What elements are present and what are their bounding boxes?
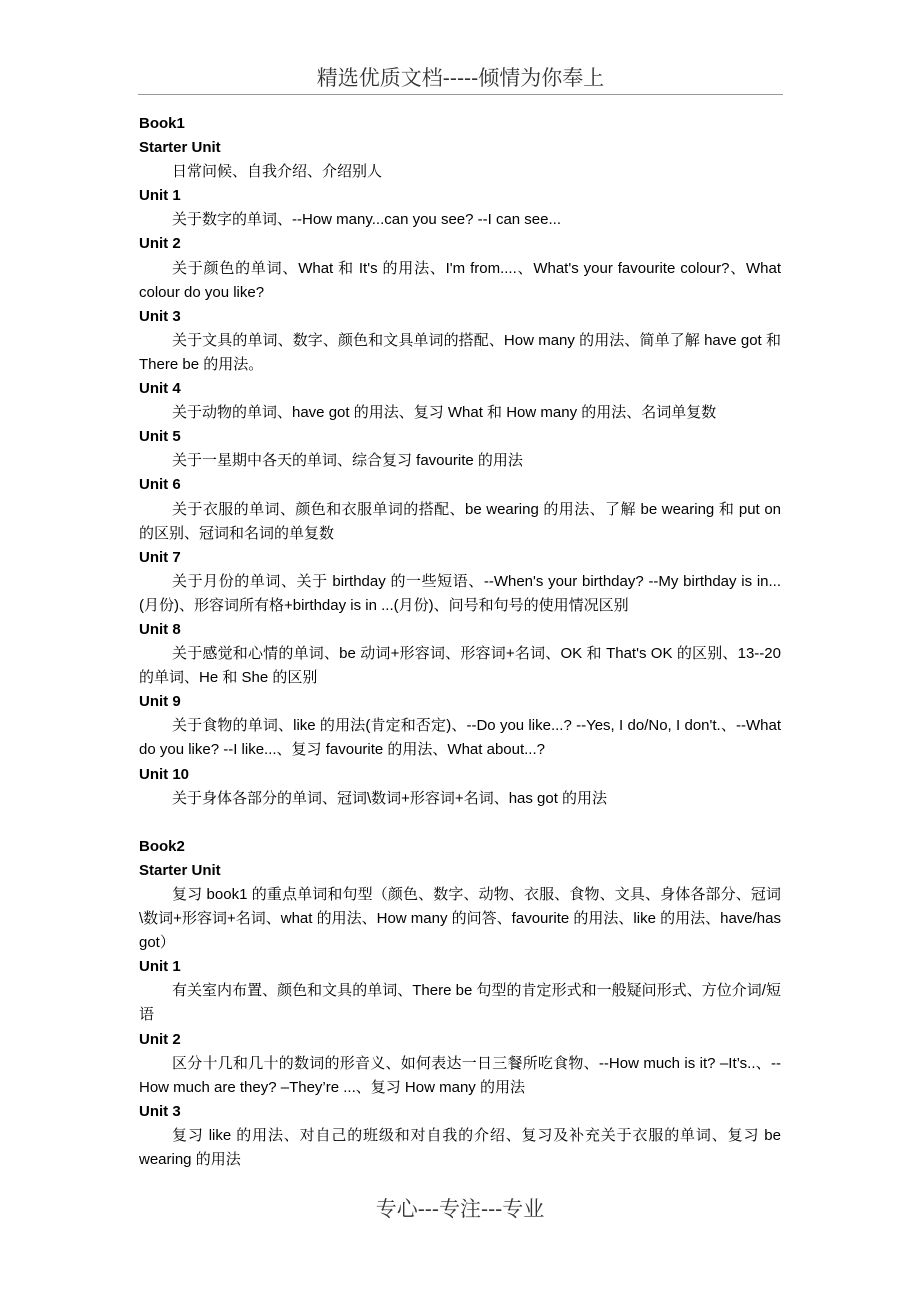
book2-unit3-title: Unit 3 (139, 1102, 181, 1120)
book1-unit5-text: 关于一星期中各天的单词、综合复习 favourite 的用法 (172, 452, 523, 470)
book1-unit1-text: 关于数字的单词、--How many...can you see? --I can see... (172, 211, 561, 229)
page-footer (0, 1193, 920, 1223)
book1-unit9-text: 关于食物的单词、like 的用法(肯定和否定)、--Do you like...? --Yes, I do/No, I don't.、--What do you like? --I like...、复习 favourite 的用法、What about...? (139, 717, 781, 759)
document-body (139, 112, 781, 1172)
book2-unit1-title: Unit 1 (139, 958, 181, 976)
book1-unit1-title: Unit 1 (139, 187, 181, 205)
book1-unit5-title: Unit 5 (139, 428, 181, 446)
book1-unit3-title: Unit 3 (139, 307, 181, 325)
book1-unit9-title: Unit 9 (139, 693, 181, 711)
section-spacer (139, 811, 781, 835)
book1-unit7-title: Unit 7 (139, 548, 181, 566)
book2-starter-text: 复习 book1 的重点单词和句型（颜色、数字、动物、衣服、食物、文具、身体各部分、冠词\数词+形容词+名词、what 的用法、How many 的问答、favourite 的用法、like 的用法、have/has got） (139, 886, 781, 952)
book2-unit2-text: 区分十几和几十的数词的形音义、如何表达一日三餐所吃食物、--How much is it? –It’s..、--How much are they? –They’re ...、复习 How many 的用法 (139, 1054, 781, 1096)
book1-unit6-text: 关于衣服的单词、颜色和衣服单词的搭配、be wearing 的用法、了解 be wearing 和 put on 的区别、冠词和名词的单复数 (139, 500, 781, 542)
book1-unit4-title: Unit 4 (139, 380, 181, 398)
book2-title: Book2 (139, 837, 185, 855)
book1-unit8-text: 关于感觉和心情的单词、be 动词+形容词、形容词+名词、OK 和 That's OK 的区别、13--20 的单词、He 和 She 的区别 (139, 645, 781, 687)
book1-starter-title: Starter Unit (139, 139, 221, 157)
book1-unit10-title: Unit 10 (139, 765, 190, 783)
header-title: 精选优质文档-----倾情为你奉上 (316, 66, 605, 90)
page-header (138, 64, 783, 95)
book1-unit6-title: Unit 6 (139, 476, 181, 494)
book1-unit2-text: 关于颜色的单词、What 和 It's 的用法、I'm from....、What's your favourite colour?、What colour do you like? (139, 259, 781, 301)
book2-unit3-text: 复习 like 的用法、对自己的班级和对自我的介绍、复习及补充关于衣服的单词、复习 be wearing 的用法 (139, 1126, 781, 1169)
book1-title: Book1 (139, 115, 185, 132)
book1-unit10-text: 关于身体各部分的单词、冠词\数词+形容词+名词、has got 的用法 (172, 789, 608, 807)
book2-starter-title: Starter Unit (139, 861, 221, 879)
book1-starter-text: 日常问候、自我介绍、介绍别人 (172, 163, 383, 181)
footer-text: 专心---专注---专业 (375, 1197, 545, 1221)
book2-unit2-title: Unit 2 (139, 1030, 181, 1048)
book1-unit3-text: 关于文具的单词、数字、颜色和文具单词的搭配、How many 的用法、简单了解 have got 和 There be 的用法。 (139, 331, 781, 373)
book1-unit8-title: Unit 8 (139, 620, 181, 638)
book1-unit7-text: 关于月份的单词、关于 birthday 的一些短语、--When's your birthday? --My birthday is in...(月份)、形容词所有格+birthday is in ...(月份)、问号和句号的使用情况区别 (139, 572, 781, 614)
book1-unit2-title: Unit 2 (139, 235, 181, 253)
book2-unit1-text: 有关室内布置、颜色和文具的单词、There be 句型的肯定形式和一般疑问形式、方位介词/短语 (139, 982, 781, 1024)
book1-unit4-text: 关于动物的单词、have got 的用法、复习 What 和 How many 的用法、名词单复数 (172, 404, 717, 422)
